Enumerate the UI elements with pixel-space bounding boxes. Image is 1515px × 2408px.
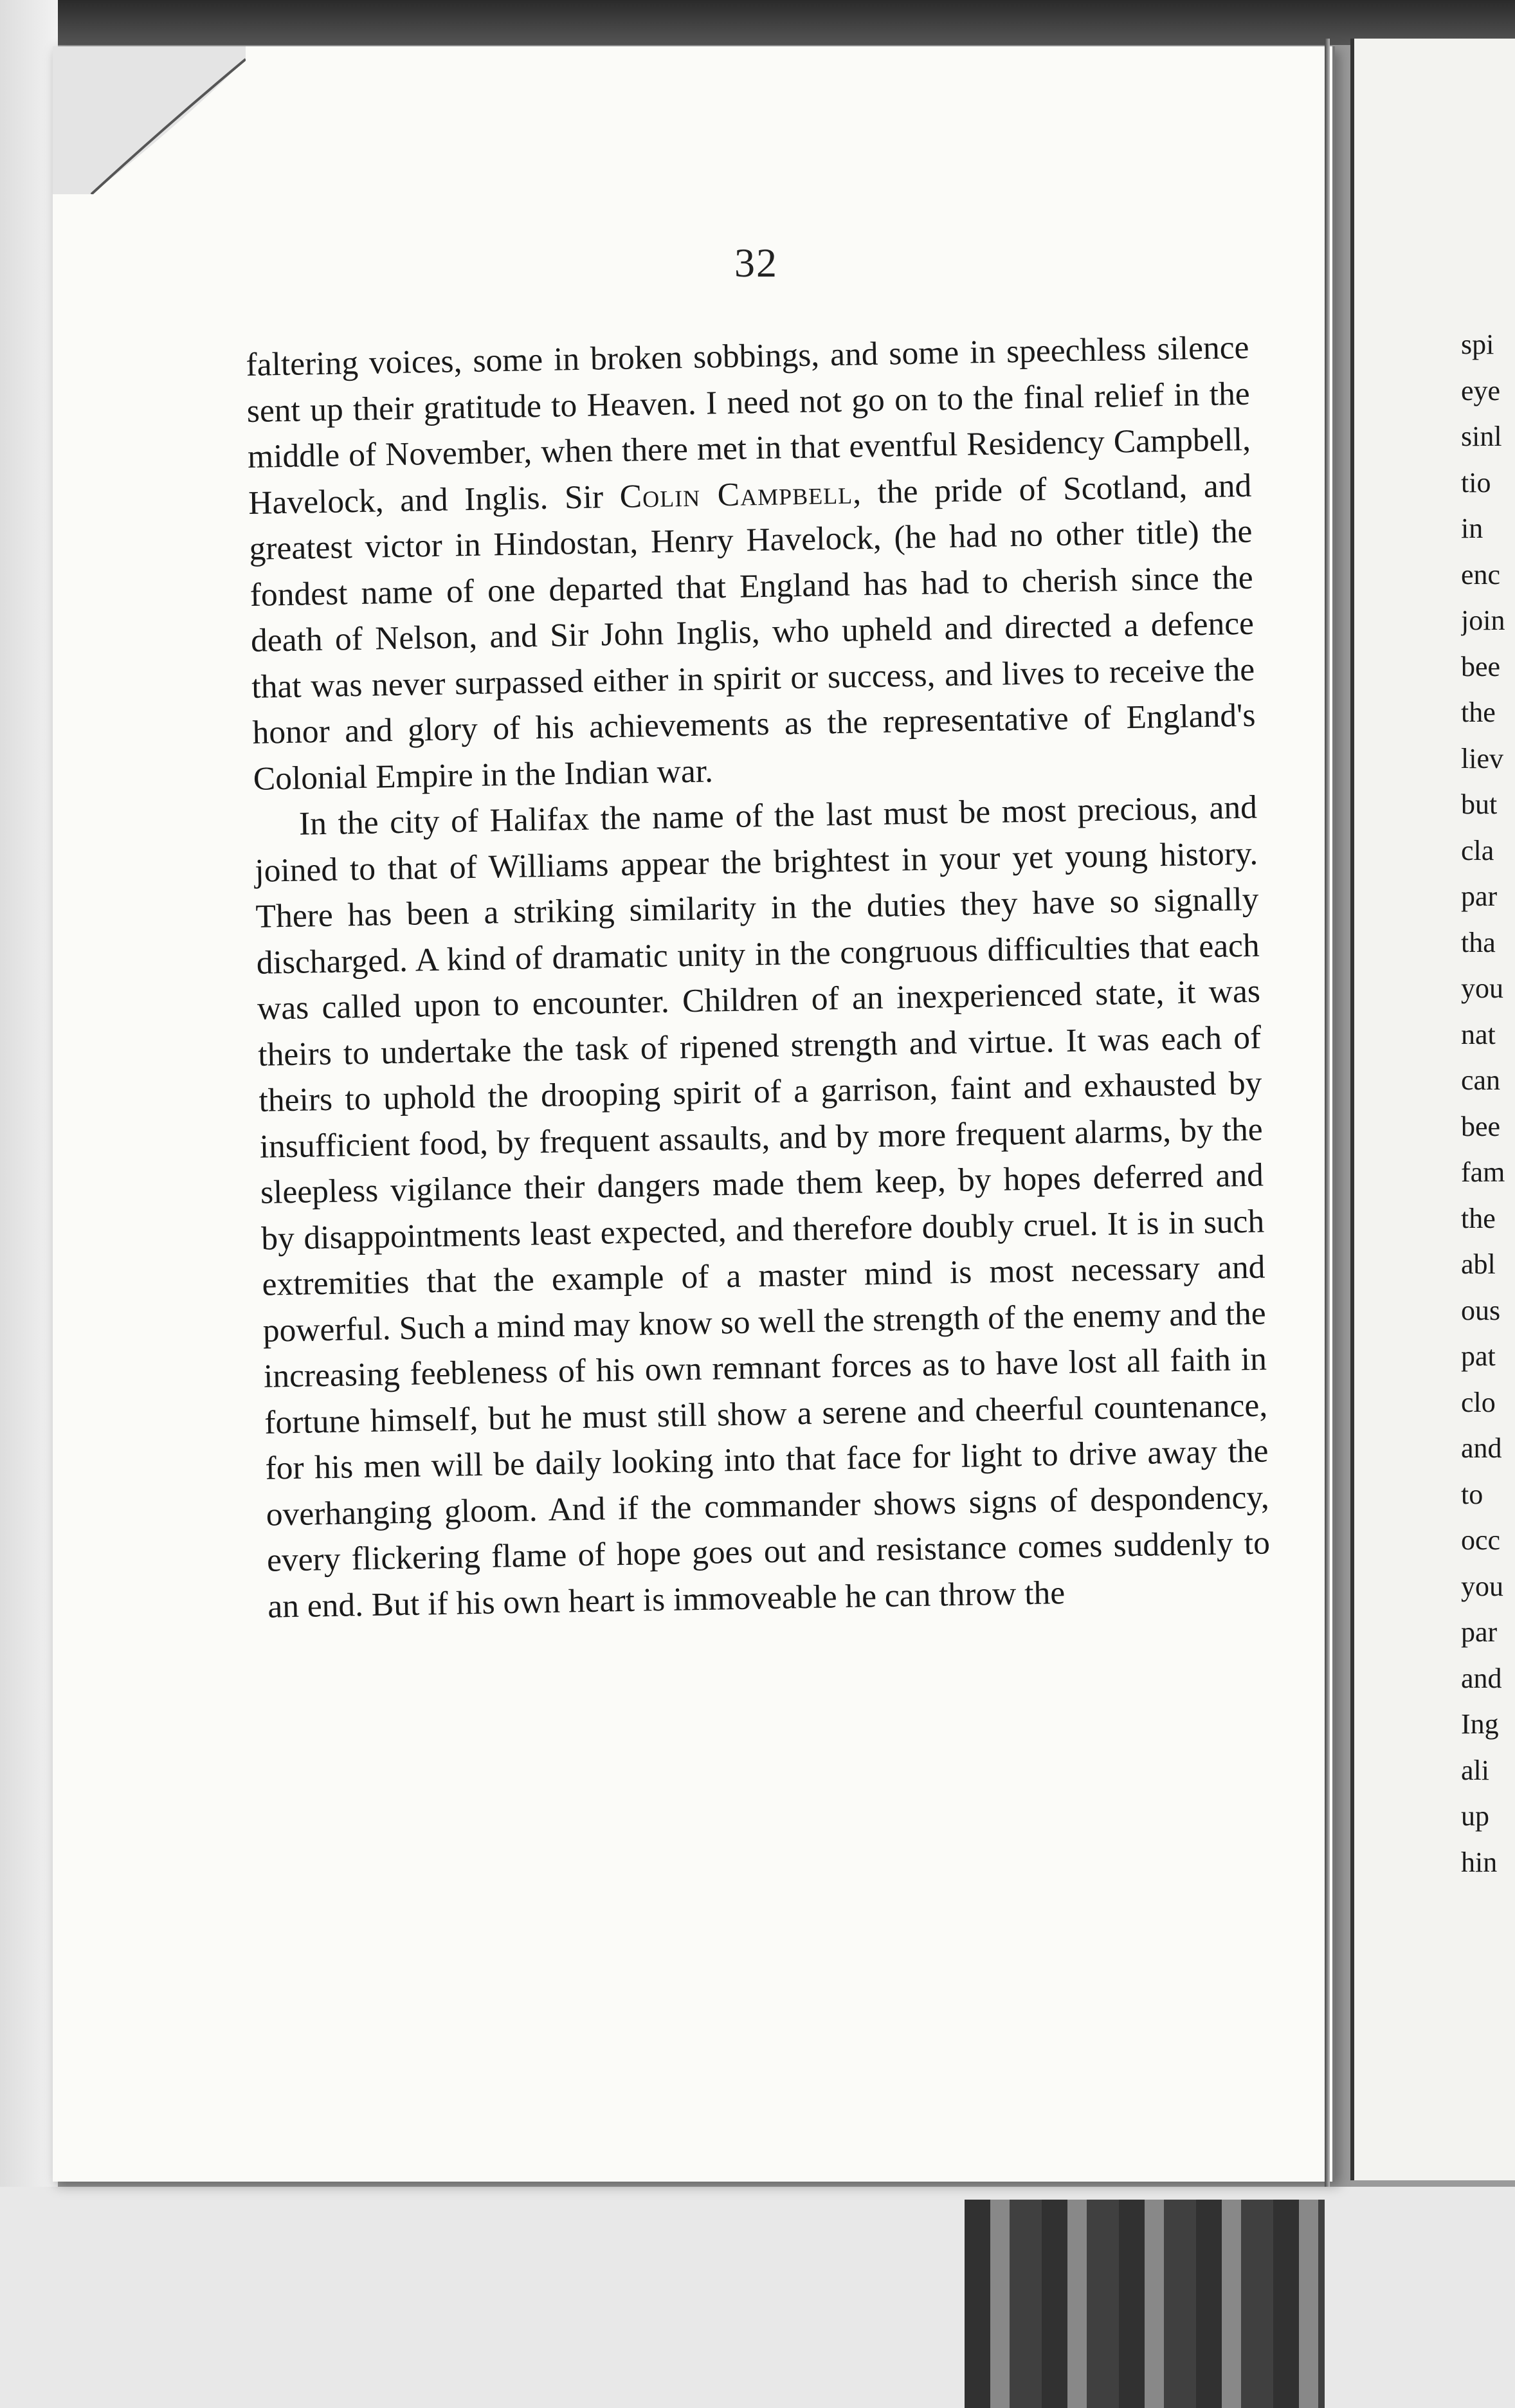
scanner-background-left: [0, 0, 58, 2408]
facing-page-fragment: but: [1461, 789, 1498, 820]
facing-page-fragment: nat: [1461, 1018, 1496, 1050]
facing-page-fragment: abl: [1461, 1248, 1496, 1280]
paragraph-2-text: In the city of Halifax the name of the last must be most precious, and joined to that of Williams appear the brightest in your yet young history. There has been a striking similarity in the duties they have so signally discharged. A kind of dramatic unity in the congruous difficulties that each was called upon to encounter. Children of an inexperienced state, it was theirs to undertake the task of ripened strength and virtue. It was each of theirs to uphold the drooping spirit of a garrison, faint and exhausted by insufficient food, by frequent assaults, and by more frequent alarms, by the sleepless vigilance their dangers made them keep, by hopes deferred and by disappointments least expected, and therefore doubly cruel. It is in such extremities that the example of a master mind is most necessary and powerful. Such a mind may know so well the strength of the enemy and the increasing feebleness of his own remnant forces as to have lost all faith in fortune himself, but he must still show a serene and cheerful countenance, for his men will be daily looking into that face for light to drive away the overhanging gloom. And if the commander shows signs of despondency, every flickering flame of hope goes out and resistance comes suddenly to an end. But if his own heart is immoveable he can throw the: [254, 789, 1271, 1625]
facing-page-fragment: can: [1461, 1064, 1501, 1096]
scanner-shadow-bottom: [965, 2200, 1325, 2408]
facing-page-fragment: hin: [1461, 1846, 1498, 1878]
facing-page-fragment: you: [1461, 1570, 1503, 1602]
paragraph-1-text-a: faltering voices, some in broken sobbings, and some in speechless silence sent up their gratitude to Heaven. I need not go on to the final relief in the middle of November, when there met in that eventful Residency Campbell, Havelock, and Inglis. Sir: [246, 329, 1251, 522]
facing-page-fragment: par: [1461, 1616, 1498, 1648]
paragraph-1-text-b: , the pride of Scotland, and greatest victor in Hindostan, Henry Havelock, (he had no other title) the fondest name of one departed that England has had to cherish since the death of Nelson, and Sir John Inglis, who upheld and directed a defence that was never surpassed either in spirit or success, and lives to receive the honor and glory of his achievements as the representative of England's Colonial Empire in the Indian war.: [249, 467, 1256, 798]
name-colin-campbell: Colin Campbell: [619, 474, 853, 515]
facing-page-fragment: you: [1461, 972, 1503, 1004]
facing-page-fragment: and: [1461, 1662, 1502, 1694]
facing-page-fragment: tha: [1461, 926, 1496, 958]
facing-page-fragment: and: [1461, 1432, 1502, 1464]
facing-page-fragment: Ing: [1461, 1708, 1499, 1740]
facing-page-fragment: cla: [1461, 834, 1494, 866]
facing-page-fragment: clo: [1461, 1386, 1496, 1418]
facing-page-fragment: the: [1461, 697, 1496, 728]
facing-page-fragment: ali: [1461, 1754, 1489, 1786]
facing-page-fragment: par: [1461, 880, 1498, 912]
page-number: 32: [734, 240, 778, 286]
facing-page-fragment: enc: [1461, 558, 1501, 590]
book-page: [53, 46, 1335, 2182]
facing-page-fragment: pat: [1461, 1340, 1496, 1372]
facing-page-text-fragments: [1461, 322, 1515, 1885]
facing-page-fragment: bee: [1461, 650, 1501, 682]
facing-page-fragment: the: [1461, 1202, 1496, 1234]
facing-page-fragment: in: [1461, 513, 1483, 544]
facing-page-fragment: spi: [1461, 329, 1494, 360]
facing-page-fragment: to: [1461, 1478, 1483, 1510]
facing-page-fragment: sinl: [1461, 421, 1502, 452]
facing-page-fragment: ous: [1461, 1294, 1501, 1326]
paragraph-2: [253, 785, 1271, 1630]
facing-page-fragment: bee: [1461, 1110, 1501, 1142]
page-edge-shadow: [1325, 39, 1330, 2187]
facing-page-fragment: eye: [1461, 374, 1501, 406]
body-text: [246, 325, 1271, 1630]
facing-page-fragment: tio: [1461, 466, 1491, 498]
facing-page-fragment: up: [1461, 1800, 1489, 1832]
folded-corner-mark: [53, 46, 246, 194]
facing-page-fragment: join: [1461, 605, 1505, 636]
paragraph-1: [246, 325, 1256, 802]
facing-page-fragment: occ: [1461, 1524, 1501, 1556]
scanner-background-top: [0, 0, 1515, 45]
facing-page-fragment: liev: [1461, 742, 1503, 774]
facing-page-fragment: fam: [1461, 1156, 1505, 1188]
